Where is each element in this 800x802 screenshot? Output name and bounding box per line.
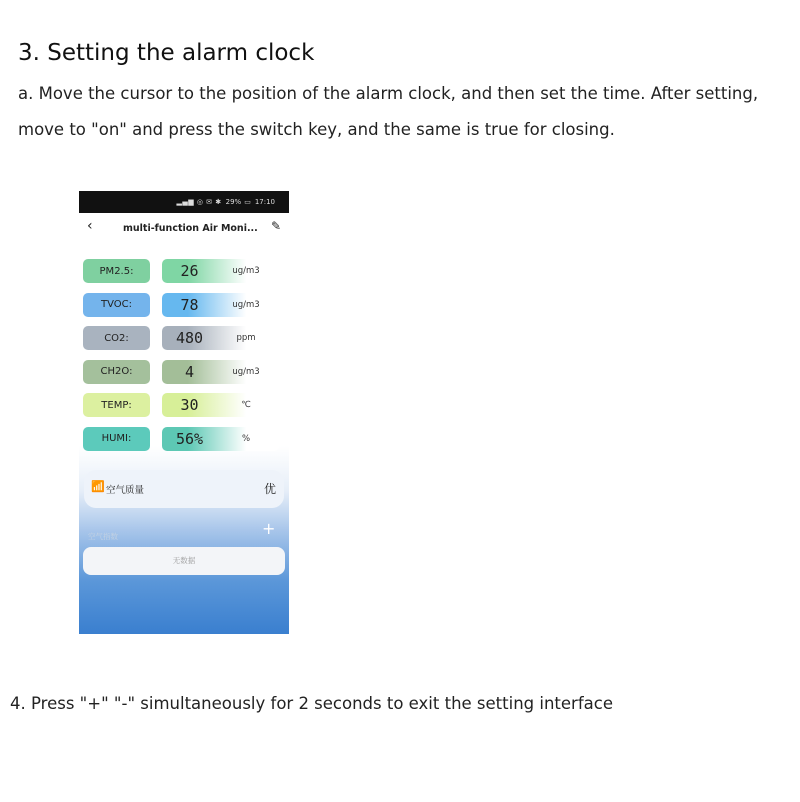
reading-unit: ug/m3 (232, 266, 260, 276)
reading-unit: ug/m3 (232, 366, 260, 377)
reading-label: CH2O: (83, 360, 150, 384)
reading-value-box (162, 393, 279, 417)
reading-value: 30 (180, 396, 199, 414)
reading-label: HUMI: (83, 427, 150, 451)
reading-row (83, 393, 283, 417)
reading-value: 78 (180, 295, 199, 314)
reading-row (83, 360, 283, 384)
reading-label: TEMP: (83, 393, 150, 417)
reading-unit: % (241, 433, 251, 444)
status-bar (79, 191, 289, 213)
pencil-icon[interactable]: ✎ (271, 219, 282, 233)
chart-icon: 📶 (91, 480, 105, 493)
reading-value-box (162, 293, 279, 317)
battery-icon: ▭ (244, 198, 251, 206)
air-quality-label: 空气质量 (106, 485, 145, 496)
reading-row (83, 293, 283, 317)
app-navbar (79, 217, 289, 241)
air-quality-value: 优 (263, 482, 276, 496)
reading-value-box (162, 259, 279, 283)
reading-row (83, 326, 283, 350)
section-heading: 3. Setting the alarm clock (18, 40, 315, 66)
chevron-left-icon[interactable]: ‹ (87, 218, 93, 234)
battery-percent: 29% (225, 198, 242, 206)
instruction-line-2: move to "on" and press the switch key, and the same is true for closing. (18, 120, 615, 139)
device-title: multi-function Air Moni... (123, 223, 258, 234)
phone-screenshot (79, 191, 289, 634)
plus-icon[interactable]: + (262, 519, 276, 538)
instruction-paragraph (18, 76, 788, 148)
reading-value: 4 (184, 362, 195, 381)
step-4-text: 4. Press "+" "-" simultaneously for 2 seconds to exit the setting interface (10, 694, 613, 713)
reading-row (83, 427, 283, 451)
no-data-box: 无数据 (83, 547, 285, 575)
reading-unit: ppm (236, 333, 256, 343)
reading-label: CO2: (83, 326, 150, 350)
reading-label: PM2.5: (83, 259, 150, 283)
reading-label: TVOC: (83, 293, 150, 317)
reading-value: 56% (175, 429, 204, 448)
air-quality-card[interactable] (84, 470, 284, 508)
instruction-line-1: a. Move the cursor to the position of the alarm clock, and then set the time. After setting, (18, 84, 759, 103)
air-index-label: 空气指数 (88, 532, 118, 541)
reading-value-box (162, 427, 279, 451)
reading-row (83, 259, 283, 283)
reading-unit: ℃ (241, 400, 251, 410)
reading-value-box (162, 326, 279, 350)
status-time: 17:10 (254, 198, 275, 206)
reading-value: 480 (175, 329, 204, 347)
reading-value: 26 (180, 262, 199, 280)
reading-value-box (162, 360, 279, 384)
reading-unit: ug/m3 (232, 299, 260, 310)
status-icons: ▂▄▆ ◎ ✉ ✱ (176, 198, 222, 206)
